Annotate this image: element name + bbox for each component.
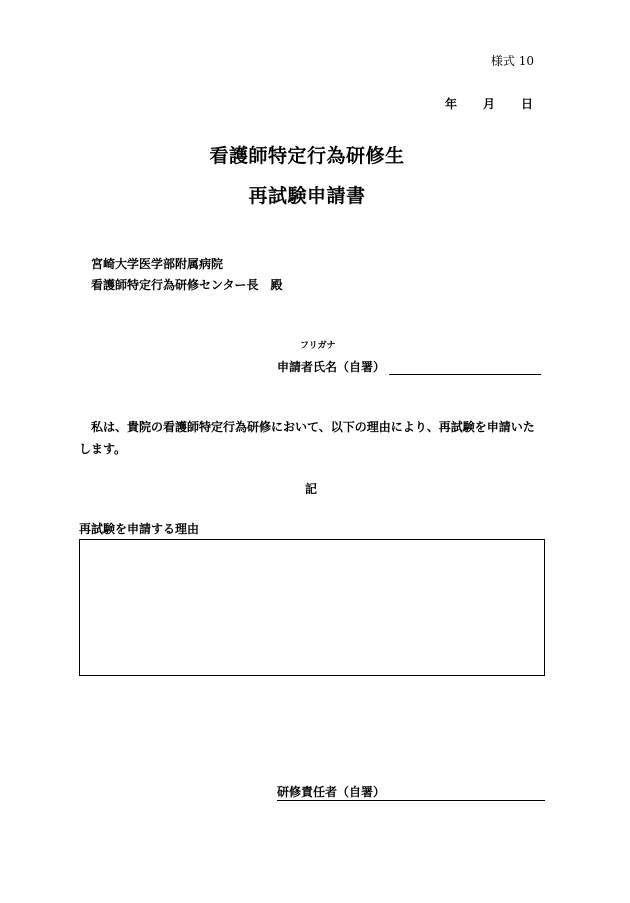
applicant-signature-line[interactable]: [389, 362, 541, 375]
supervisor-signature-row: [277, 783, 545, 801]
request-statement: 私は、貴院の看護師特定行為研修において、以下の理由により、再試験を申請いたします。: [79, 420, 535, 456]
addressee-position: [91, 276, 283, 293]
addressee-title: 看護師特定行為研修センター長: [91, 278, 259, 292]
addressee-institution: 宮崎大学医学部附属病院: [91, 257, 224, 271]
applicant-name-row: [277, 358, 541, 375]
record-mark: 記: [305, 482, 318, 496]
reason-label: 再試験を申請する理由: [79, 522, 200, 536]
supervisor-signature-line[interactable]: [385, 788, 545, 801]
applicant-name-label: 申請者氏名（自署）: [277, 360, 386, 374]
date-line: [445, 95, 533, 112]
date-month-label: 月: [482, 97, 495, 111]
furigana-label: フリガナ: [300, 341, 336, 351]
document-title: 看護師特定行為研修生: [209, 145, 405, 167]
addressee-honorific: 殿: [270, 278, 283, 292]
date-day-label: 日: [520, 97, 533, 111]
supervisor-label: 研修責任者（自署）: [277, 785, 386, 799]
date-year-label: 年: [444, 97, 457, 111]
reason-input-box[interactable]: [79, 539, 545, 676]
document-subtitle: 再試験申請書: [248, 185, 366, 207]
form-number: 様式 10: [490, 54, 534, 68]
